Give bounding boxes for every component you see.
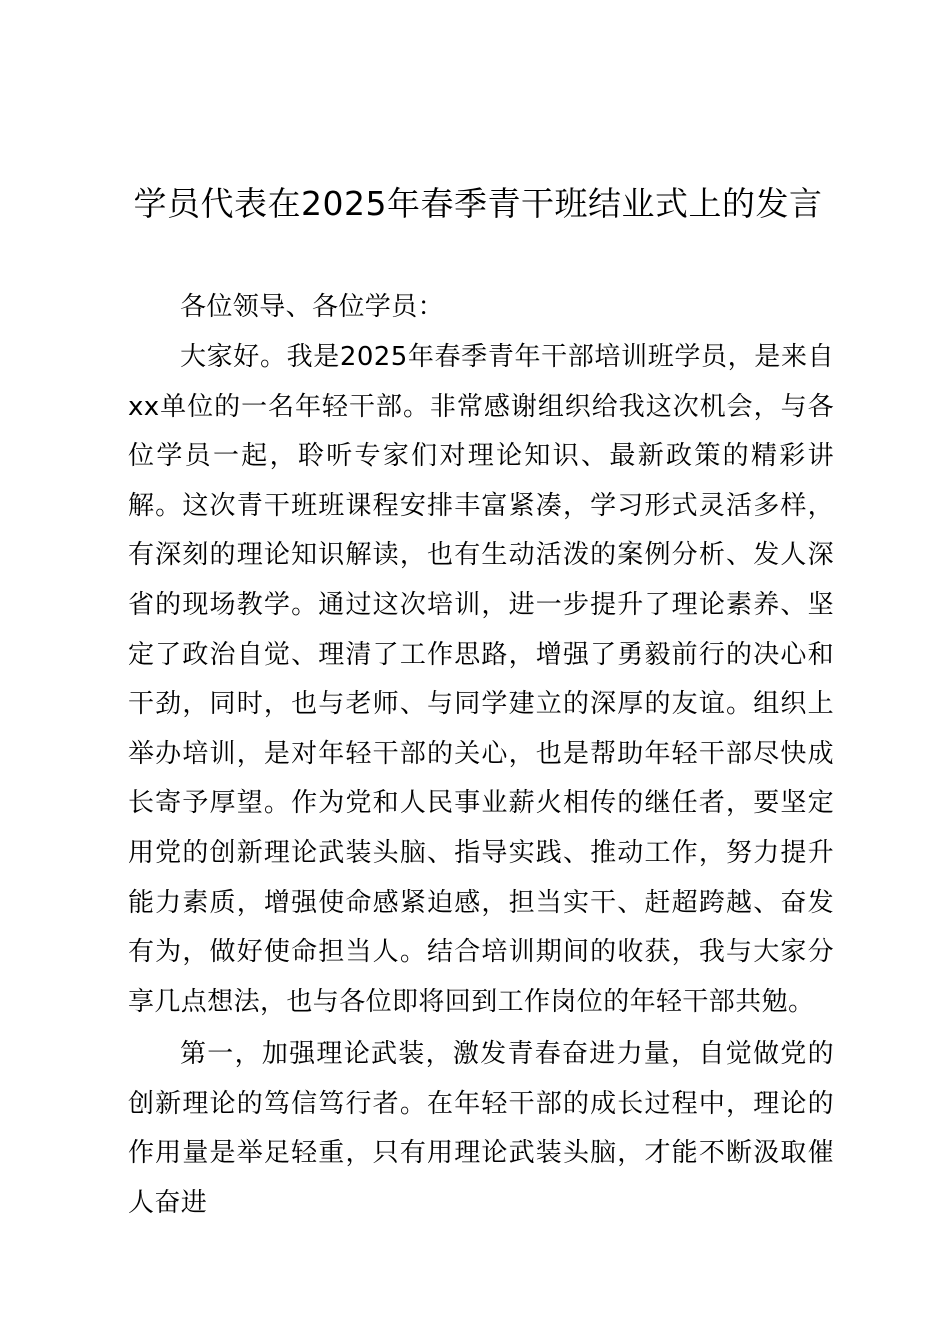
salutation: 各位领导、各位学员： (180, 292, 445, 322)
paragraph-first-point: 第一，加强理论武装，激发青春奋进力量，自觉做党的创新理论的笃信笃行者。在年轻干部的成长过程中，理论的作用量是举足轻重，只有用理论武装头脑，才能不断汲取催人奋进 (128, 1039, 834, 1218)
document-title: 学员代表在2025年春季青干班结业式上的发言 (133, 184, 823, 223)
paragraph-intro: 大家好。我是2025年春季青年干部培训班学员，是来自xx单位的一名年轻干部。非常感谢组织给我这次机会，与各位学员一起，聆听专家们对理论知识、最新政策的精彩讲解。这次青干班班课程安排丰富紧凑，学习形式灵活多样，有深刻的理论知识解读，也有生动活泼的案例分析、发人深省的现场教学。通过这次培训，进一步提升了理论素养、坚定了政治自觉、理清了工作思路，增强了勇毅前行的决心和干劲，同时，也与老师、与同学建立的深厚的友谊。组织上举办培训，是对年轻干部的关心，也是帮助年轻干部尽快成长寄予厚望。作为党和人民事业薪火相传的继任者，要坚定用党的创新理论武装头脑、指导实践、推动工作，努力提升能力素质，增强使命感紧迫感，担当实干、赶超跨越、奋发有为，做好使命担当人。结合培训期间的收获，我与大家分享几点想法，也与各位即将回到工作岗位的年轻干部共勉。 (128, 342, 834, 1017)
